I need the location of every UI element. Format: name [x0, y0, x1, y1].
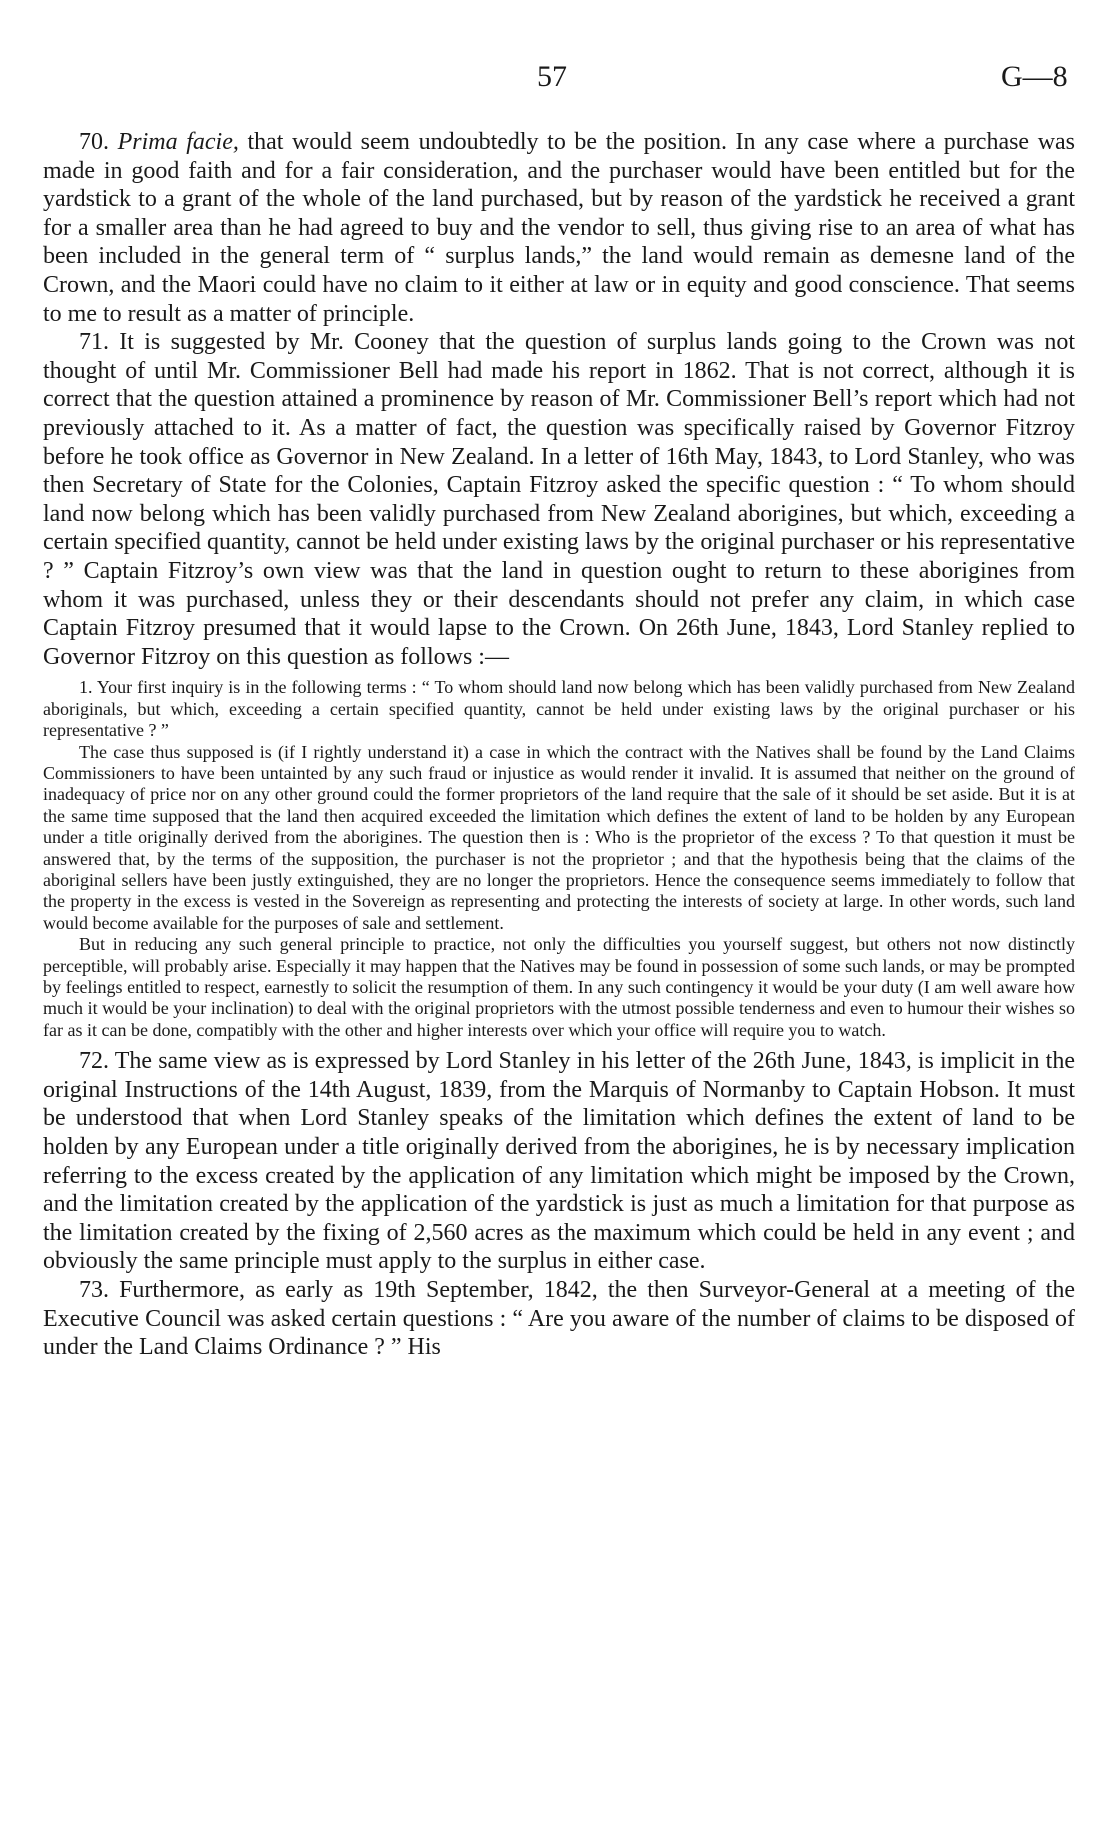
paragraph-number: 72. [79, 1048, 109, 1075]
paragraph-71 [43, 328, 1075, 671]
paragraph-number: 71. [79, 329, 109, 356]
paragraph-text: It is suggested by Mr. Cooney that the question of surplus lands going to the Crown was not thought of until Mr. Commissioner Bell had made his report in 1862. That is not correct, although it is correct that the question attained a prominence by reason of Mr. Commissioner Bell’s report which had not previously attached to it. As a matter of fact, the question was specifically raised by Governor Fitzroy before he took office as Governor in New Zealand. In a letter of 16th May, 1843, to Lord Stanley, who was then Secretary of State for the Colonies, Captain Fitzroy asked the specific question : “ To whom should land now belong which has been validly purchased from New Zealand aborigines, but which, exceeding a certain specified quantity, cannot be held under existing laws by the original purchaser or his representative ? ” Captain Fitzroy’s own view was that the land in question ought to return to these aborigines from whom it was purchased, unless they or their descendants should not prefer any claim, in which case Captain Fitzroy presumed that it would lapse to the Crown. On 26th June, 1843, Lord Stanley replied to Governor Fitzroy on this question as follows :— [43, 329, 1075, 670]
body-text [43, 128, 1075, 1362]
paragraph-number: 73. [79, 1276, 109, 1303]
paragraph-number: 70. [79, 129, 109, 155]
quote-paragraph-3: But in reducing any such general principle to practice, not only the difficulties you yourself suggest, but others not now distinctly perceptible, will probably arise. Especially it may happen that the Natives may be found in possession of some such lands, or may be prompted by feelings entitled to respect, earnestly to solicit the resumption of them. In any such contingency it would be your duty (I am well aware how much it would be your inclination) to deal with the original proprietors with the utmost possible tenderness and even to humour their wishes so far as it can be done, compatibly with the other and higher interests over which your office will require you to watch. [43, 934, 1075, 1040]
page-number: 57 [537, 60, 567, 93]
quote-paragraph-2: The case thus supposed is (if I rightly understand it) a case in which the contract with the Natives shall be found by the Land Claims Commissioners to have been untainted by any such fraud or injustice as would render it invalid. It is assumed that neither on the ground of inadequacy of price nor on any other ground could the former proprietors of the land require that the sale of it should be set aside. But it is at the same time supposed that the land then acquired exceeded the limitation which defines the extent of land to be holden by any European under a title originally derived from the aborigines. The question then is : Who is the proprietor of the excess ? To that question it must be answered that, by the terms of the supposition, the purchaser is not the proprietor ; and that the hypothesis being that the claims of the aboriginal sellers have been justly extinguished, they are no longer the proprietors. Hence the consequence seems immediately to follow that the property in the excess is vested in the Sovereign as representing and protecting the interests of society at large. In other words, such land would become available for the purposes of sale and settlement. [43, 741, 1075, 933]
block-quote [43, 677, 1075, 1041]
paragraph-text: Furthermore, as early as 19th September, 1842, the then Surveyor-General at a meeting of the Executive Council was asked certain questions : “ Are you aware of the number of claims to be disposed of under the Land Claims Ordinance ? ” His [43, 1276, 1075, 1361]
paragraph-70 [43, 128, 1075, 328]
paragraph-73 [43, 1276, 1075, 1362]
italic-phrase: Prima facie, [117, 129, 239, 155]
paragraph-text: that would seem undoubtedly to be the position. In any case where a purchase was made in good faith and for a fair consideration, and the purchaser would have been entitled but for the yardstick to a grant of the whole of the land purchased, but by reason of the yardstick he received a grant for a smaller area than he had agreed to buy and the vendor to sell, thus giving rise to an area of what has been included in the general term of “ surplus lands,” the land would remain as demesne land of the Crown, and the Maori could have no claim to it either at law or in equity and good conscience. That seems to me to result as a matter of principle. [43, 129, 1076, 327]
paragraph-72 [43, 1047, 1075, 1276]
paragraph-text: The same view as is expressed by Lord Stanley in his letter of the 26th June, 1843, is implicit in the original Instructions of the 14th August, 1839, from the Marquis of Normanby to Captain Hobson. It must be understood that when Lord Stanley speaks of the limitation which defines the extent of land to be holden by any European under a title originally derived from the aborigines, he is by necessary implication referring to the excess created by the application of any limitation which might be imposed by the Crown, and the limitation created by the application of the yardstick is just as much a limitation for that purpose as the limitation created by the fixing of 2,560 acres as the maximum which could be held in any event ; and obviously the same principle must apply to the surplus in either case. [43, 1048, 1075, 1275]
document-reference: G—8 [1001, 60, 1068, 93]
quote-paragraph-1: 1. Your first inquiry is in the following terms : “ To whom should land now belong which has been validly purchased from New Zealand aboriginals, but which, exceeding a certain specified quantity, cannot be held under existing laws by the original purchaser or his representative ? ” [43, 677, 1075, 741]
